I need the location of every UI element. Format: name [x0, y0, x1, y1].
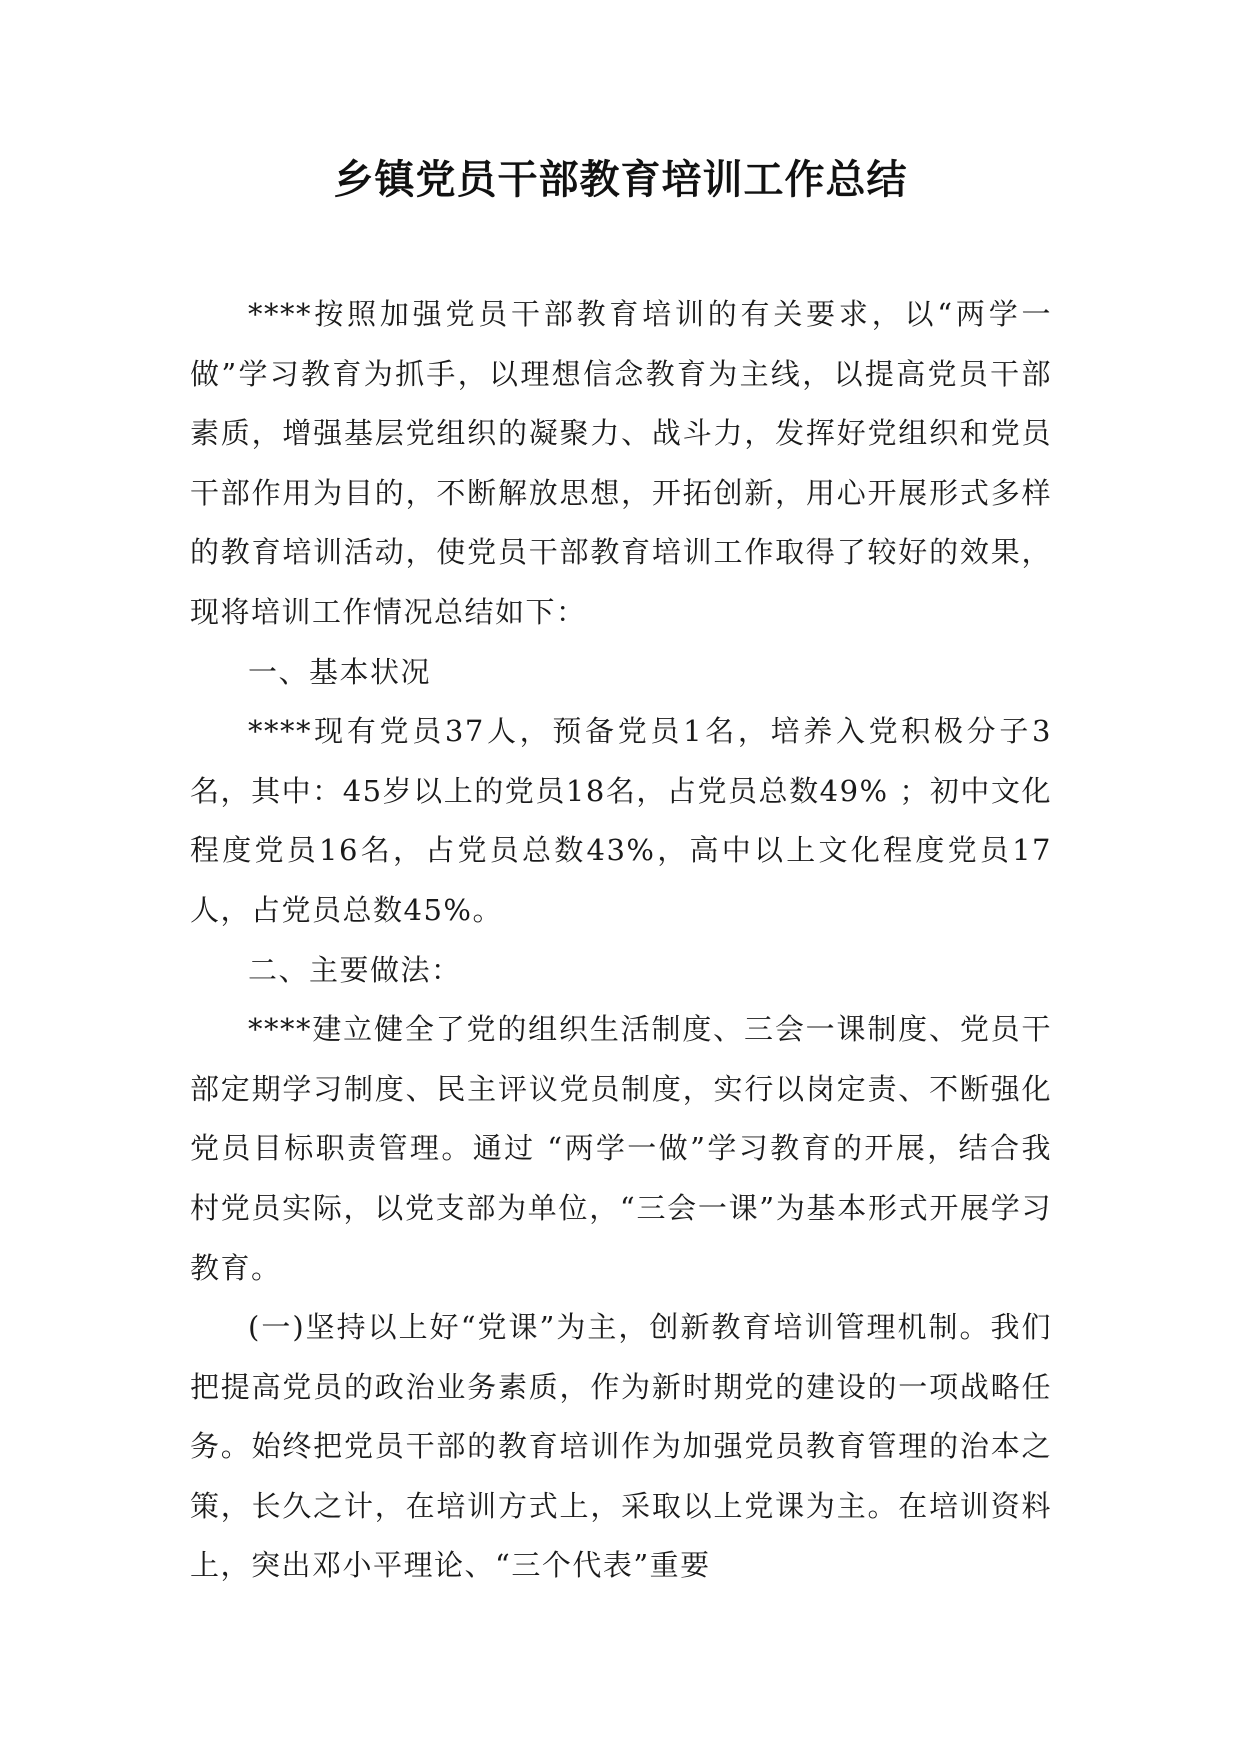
- basic-status-paragraph: ****现有党员37人，预备党员1名，培养入党积极分子3名，其中：45岁以上的党员18名，占党员总数49% ；初中文化程度党员16名，占党员总数43%，高中以上文化程度党员17人，占党员总数45%。: [190, 714, 1052, 927]
- intro-paragraph: ****按照加强党员干部教育培训的有关要求，以“两学一做”学习教育为抓手，以理想信念教育为主线，以提高党员干部素质，增强基层党组织的凝聚力、战斗力，发挥好党组织和党员干部作用为目的，不断解放思想，开拓创新，用心开展形式多样的教育培训活动，使党员干部教育培训工作取得了较好的效果，现将培训工作情况总结如下：: [190, 297, 1052, 629]
- subsection-paragraph-1: (一)坚持以上好“党课”为主，创新教育培训管理机制。我们把提高党员的政治业务素质，作为新时期党的建设的一项战略任务。始终把党员干部的教育培训作为加强党员教育管理的治本之策，长久之计，在培训方式上，采取以上党课为主。在培训资料上，突出邓小平理论、“三个代表”重要: [190, 1310, 1052, 1583]
- section-heading-basic-status: 一、基本状况: [248, 654, 432, 689]
- document-body: [190, 285, 1052, 1596]
- main-practices-paragraph: ****建立健全了党的组织生活制度、三会一课制度、党员干部定期学习制度、民主评议党员制度，实行以岗定责、不断强化党员目标职责管理。通过 “两学一做”学习教育的开展，结合我村党员实际，以党支部为单位，“三会一课”为基本形式开展学习教育。: [190, 1012, 1052, 1285]
- section-heading-main-practices: 二、主要做法：: [248, 952, 462, 987]
- document-title: 乡镇党员干部教育培训工作总结: [333, 157, 908, 203]
